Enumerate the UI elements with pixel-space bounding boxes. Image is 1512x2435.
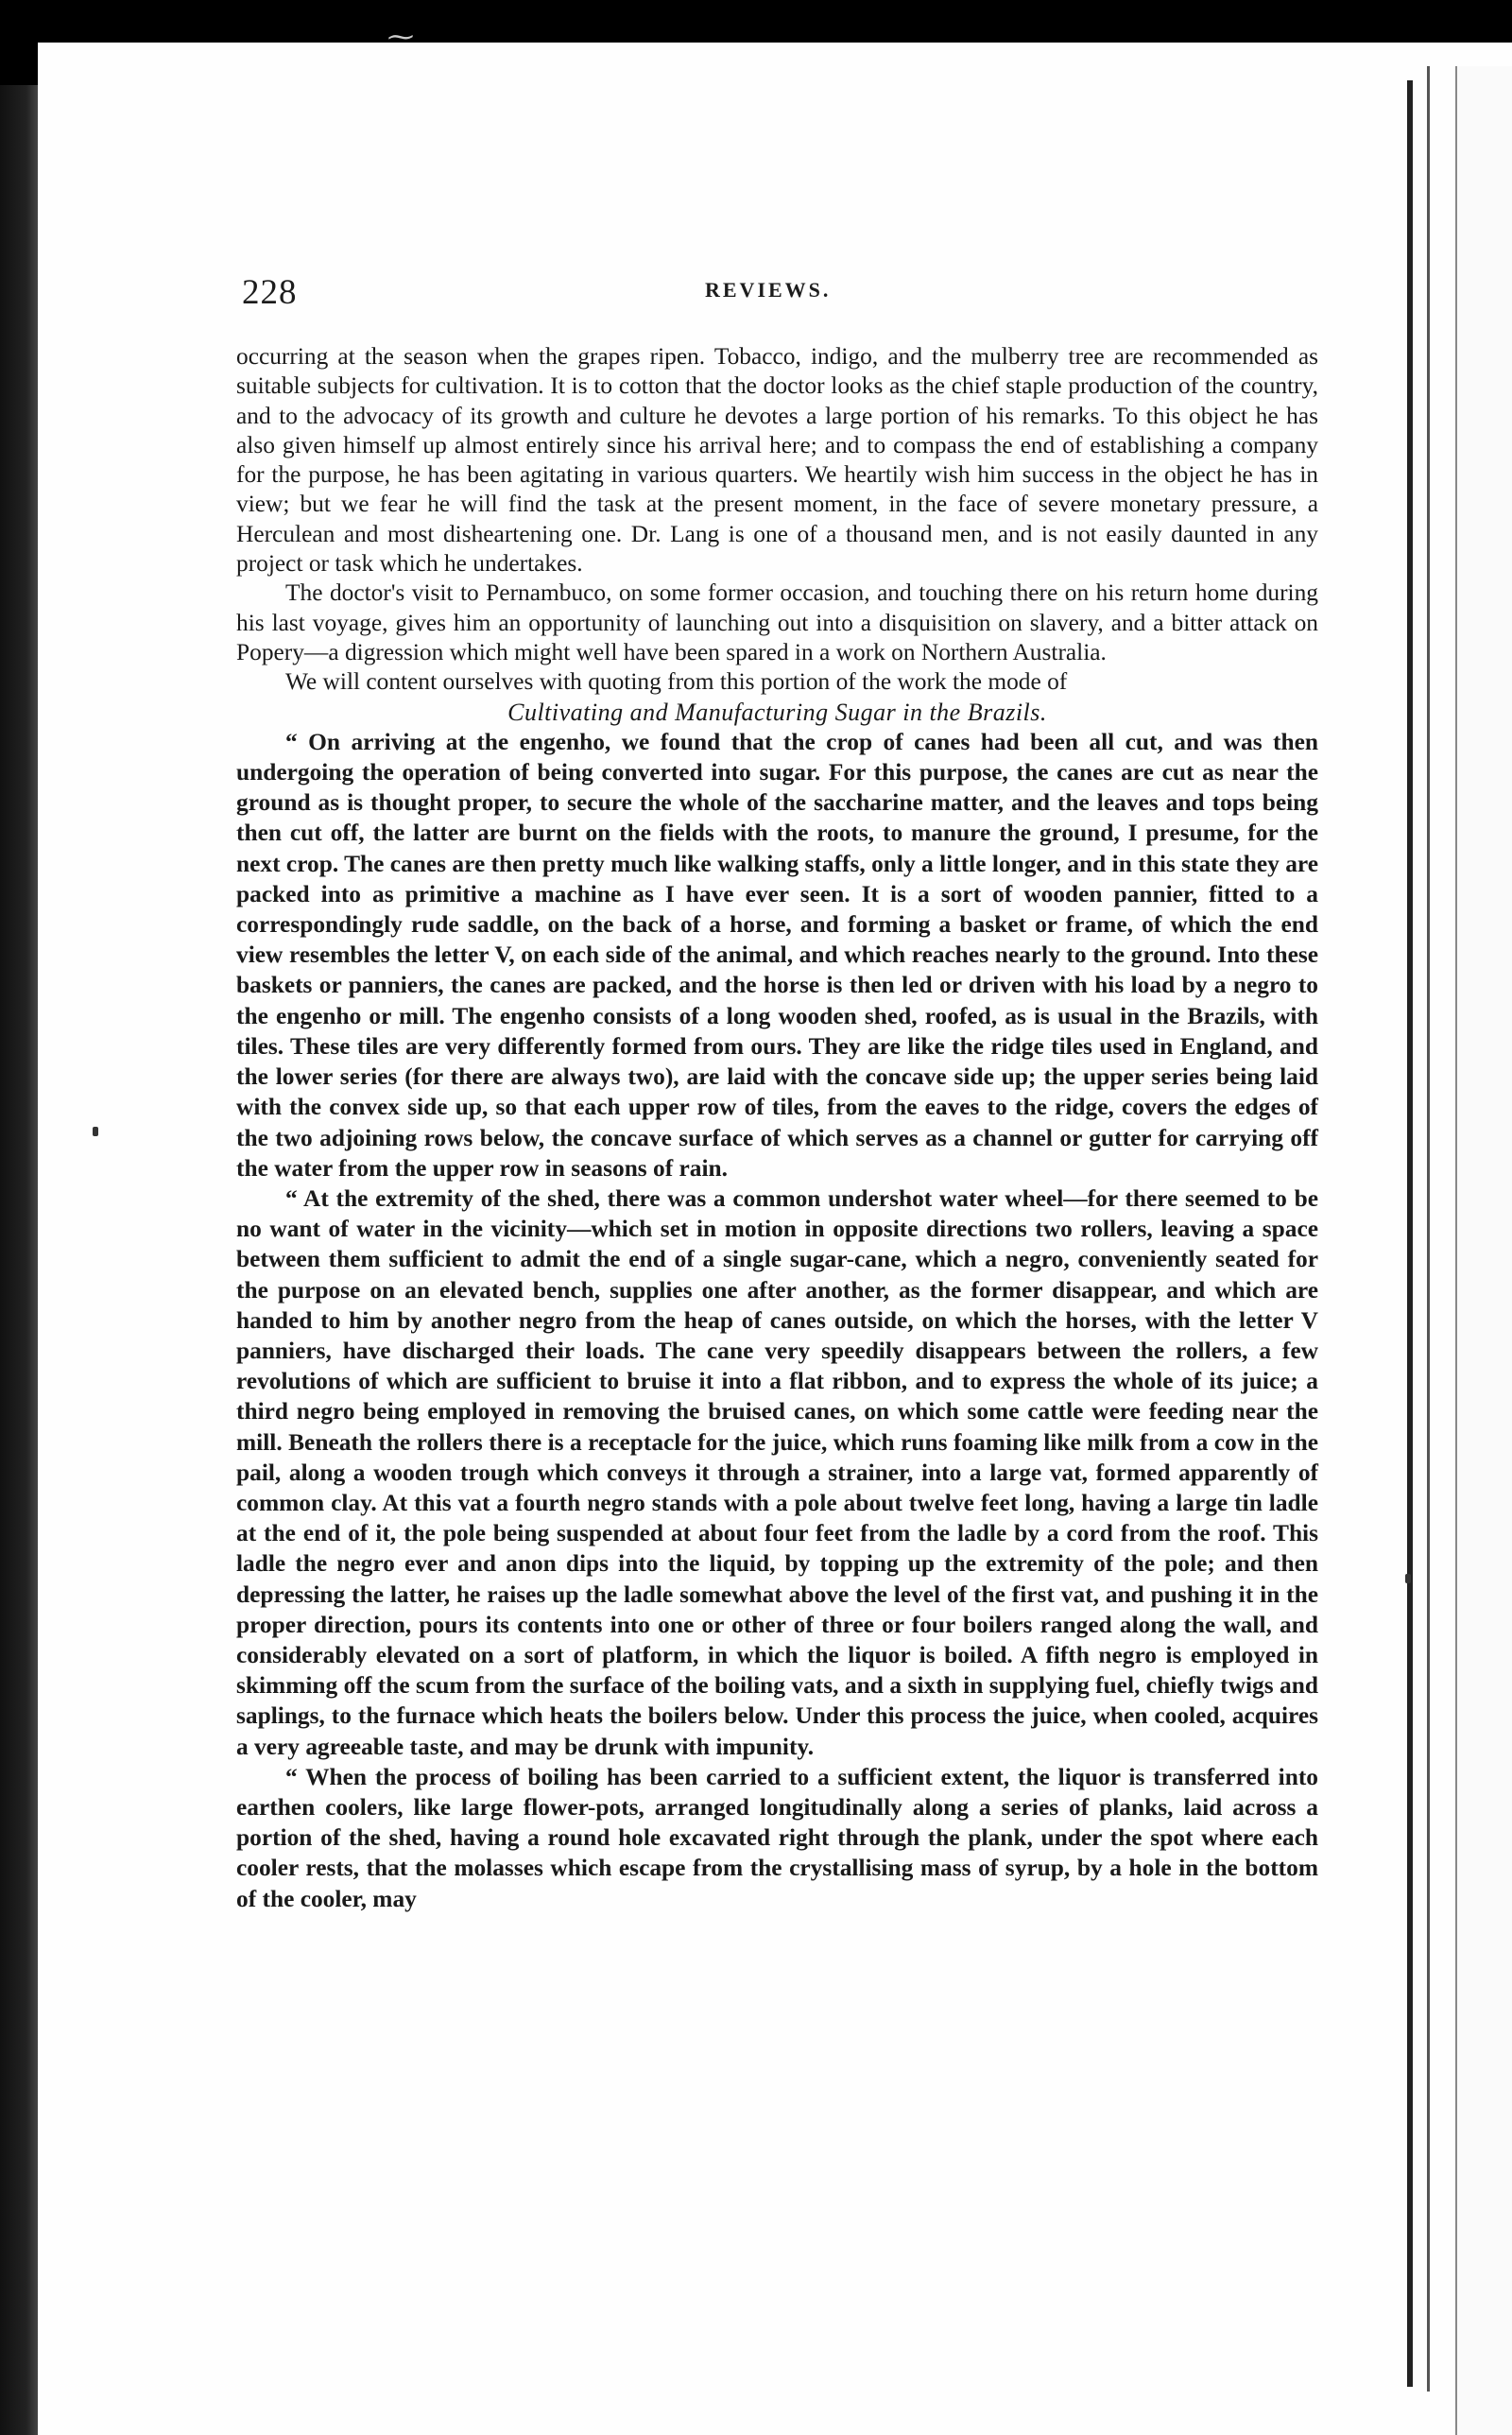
quote-paragraph-2: “ At the extremity of the shed, there was a common undershot water wheel—for there seemed to be no want of water in the vicinity—which set in motion in opposite directions two rollers, leaving a space between them sufficient to admit the end of a single sugar-cane, which a negro, conveniently seated for the purpose on an elevated bench, supplies one after another, as the former disappear, and which are handed to him by another negro from the heap of canes outside, on which the horses, with the letter V panniers, have discharged their loads. The cane very speedily disappears between the rollers, a few revolutions of which are sufficient to bruise it into a flat ribbon, and to express the whole of its juice; a third negro being employed in removing the bruised canes, on which some cattle were feeding near the mill. Beneath the rollers there is a receptacle for the juice, which runs foaming like milk from a cow in the pail, along a wooden trough which conveys it through a strainer, into a large vat, formed apparently of common clay. At this vat a fourth negro stands with a pole about twelve feet long, having a large tin ladle at the end of it, the pole being suspended at about four feet from the ladle by a cord from the roof. This ladle the negro ever and anon dips into the liquid, by topping up the extremity of the pole; and then depressing the latter, he raises up the ladle somewhat above the level of the first vat, and pushing it in the proper direction, pours its contents into one or other of three or four boilers ranged along the wall, and considerably elevated on a sort of platform, in which the liquor is boiled. A fifth negro is employed in skimming off the scum from the surface of the boiling vats, and a sixth in supplying fuel, chiefly twigs and saplings, to the furnace which heats the boilers below. Under this process the juice, when cooled, acquires a very agreeable taste, and may be drunk with impunity.: [236, 1184, 1318, 1760]
page-header: [242, 272, 1319, 314]
paragraph-2: The doctor's visit to Pernambuco, on some former occasion, and touching there on his return home during his last voyage, gives him an opportunity of launching out into a disquisition on slavery, and a bitter attack on Popery—a digression which might well have been spared in a work on Northern Australia.: [236, 579, 1318, 665]
running-head: REVIEWS.: [705, 278, 832, 302]
scan-artifact: ⁓: [387, 23, 414, 52]
quote-paragraph-3: “ When the process of boiling has been carried to a sufficient extent, the liquor is transferred into earthen coolers, like large flower-pots, arranged longitudinally along a series of planks, laid across a portion of the shed, having a round hole excavated right through the plank, under the spot where each cooler rests, that the molasses which escape from the crystallising mass of syrup, by a hole in the bottom of the cooler, may: [236, 1763, 1318, 1912]
margin-speck: [1405, 1574, 1411, 1583]
page-gutter-shadow: [1407, 80, 1413, 2387]
facing-page-edge: [1455, 66, 1512, 2435]
paragraph-3: We will content ourselves with quoting from this portion of the work the mode of: [285, 668, 1068, 696]
quote-paragraph-1: “ On arriving at the engenho, we found that the crop of canes had been all cut, and was then undergoing the operation of being converted into sugar. For this purpose, the canes are cut as near the ground as is thought proper, to secure the whole of the saccharine matter, and the leaves and tops being then cut off, the latter are burnt on the fields with the roots, to manure the ground, I presume, for the next crop. The canes are then pretty much like walking staffs, only a little longer, and in this state they are packed into as primitive a machine as I have ever seen. It is a sort of wooden pannier, fitted to a correspondingly rude saddle, on the back of a horse, and forming a basket or frame, of which the end view resembles the letter V, on each side of the animal, and which reaches nearly to the ground. Into these baskets or panniers, the canes are packed, and the horse is then led or driven with his load by a negro to the engenho or mill. The engenho consists of a long wooden shed, roofed, as is usual in the Brazils, with tiles. These tiles are very differently formed from ours. They are like the ridge tiles used in England, and the lower series (for there are always two), are laid with the concave side up; the upper series being laid with the convex side up, so that each upper row of tiles, from the eaves to the ridge, covers the edges of the two adjoining rows below, the concave surface of which serves as a channel or gutter for carrying off the water from the upper row in seasons of rain.: [236, 728, 1318, 1182]
page-number: 228: [242, 273, 298, 312]
margin-speck: [93, 1127, 98, 1136]
section-title: Cultivating and Manufacturing Sugar in the Brazils.: [507, 698, 1047, 726]
page-edge-line: [1427, 66, 1430, 2392]
text-column: [236, 342, 1318, 1914]
scan-left-margin: [0, 85, 38, 2435]
paragraph-1: occurring at the season when the grapes ripen. Tobacco, indigo, and the mulberry tree are recommended as suitable subjects for cultivation. It is to cotton that the doctor looks as the chief staple production of the country, and to the advocacy of its growth and culture he devotes a large portion of his remarks. To this object he has also given himself up almost entirely since his arrival here; and to compass the end of establishing a company for the purpose, he has been agitating in various quarters. We heartily wish him success in the object he has in view; but we fear he will find the task at the present moment, in the face of severe monetary pressure, a Herculean and most disheartening one. Dr. Lang is one of a thousand men, and is not easily daunted in any project or task which he undertakes.: [236, 343, 1318, 578]
